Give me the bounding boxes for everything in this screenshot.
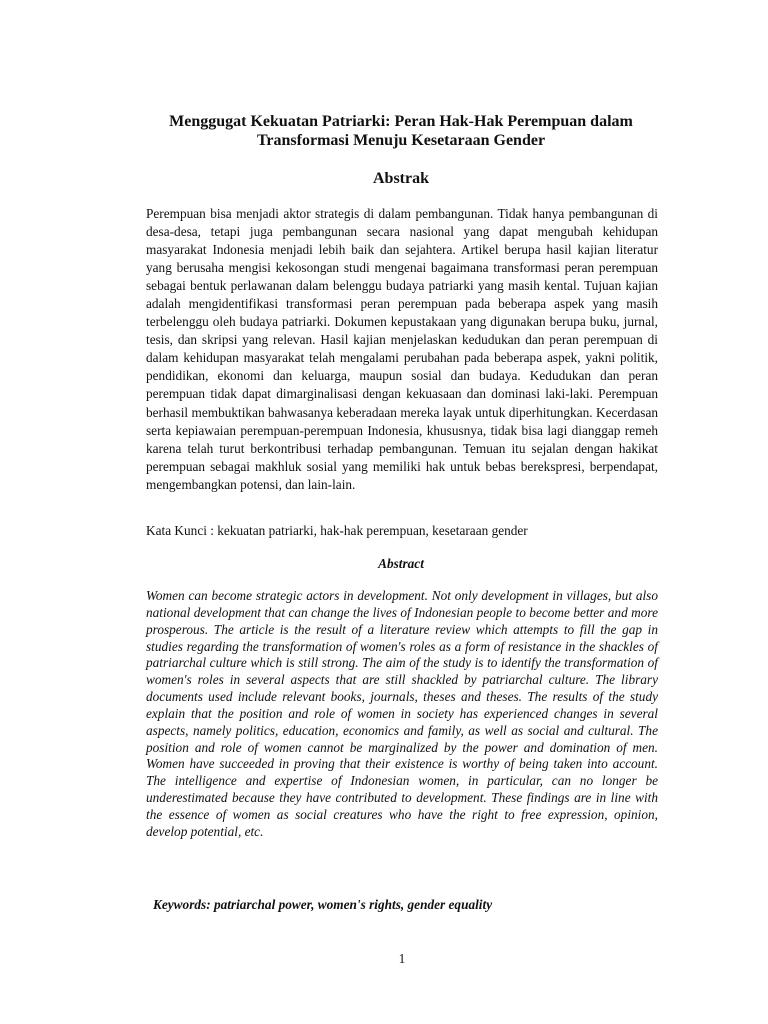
- abstrak-paragraph: Perempuan bisa menjadi aktor strategis di dalam pembangunan. Tidak hanya pembangunan di desa-desa, tetapi juga pembangunan secara nasional yang dapat mengubah kehidupan masyarakat Indonesia menjadi lebih baik dan sejahtera. Artikel berupa hasil kajian literatur yang berusaha mengisi kekosongan studi mengenai bagaimana transformasi peran perempuan sebagai bentuk perlawanan dalam belenggu budaya patriarki yang masih kental. Tujuan kajian adalah mengidentifikasi transformasi peran perempuan pada beberapa aspek yang masih terbelenggu oleh budaya patriarki. Dokumen kepustakaan yang digunakan berupa buku, jurnal, tesis, dan skripsi yang relevan. Hasil kajian menjelaskan kedudukan dan peran perempuan di dalam kehidupan masyarakat telah mengalami perubahan pada beberapa aspek, yakni politik, pendidikan, ekonomi dan keluarga, maupun sosial dan budaya. Kedudukan dan peran perempuan tidak dapat dimarginalisasi dengan kekuasaan dan dominasi laki-laki. Perempuan berhasil membuktikan bahwasanya keberadaan mereka layak untuk diperhitungkan. Kecerdasan serta kepiawaian perempuan-perempuan Indonesia, khususnya, tidak bisa lagi dianggap remeh karena telah turut berkontribusi terhadap pembangunan. Temuan itu sejalan dengan hakikat perempuan sebagai makhluk sosial yang memiliki hak untuk bebas berekspresi, berpendapat, mengembangkan potensi, dan lain-lain.: [146, 206, 658, 492]
- abstract-heading: Abstract: [378, 556, 424, 571]
- abstract-paragraph: Women can become strategic actors in development. Not only development in villages, but also national development that can change the lives of Indonesian people to become better and more prosperous. The article is the result of a literature review which attempts to fill the gap in studies regarding the transformation of women's roles as a form of resistance in the shackles of patriarchal culture which is still strong. The aim of the study is to identify the transformation of women's roles in several aspects that are still shackled by patriarchal culture. The library documents used include relevant books, journals, theses and theses. The results of the study explain that the position and role of women in society has experienced changes in several aspects, namely politics, education, economics and family, as well as social and cultural. The position and role of women cannot be marginalized by the power and domination of men. Women have succeeded in proving that their existence is worthy of being taken into account. The intelligence and expertise of Indonesian women, in particular, can no longer be underestimated because they have contributed to development. These findings are in line with the essence of women as social creatures who have the right to free expression, opinion, develop potential, etc.: [146, 588, 658, 839]
- paper-title-line-1: Menggugat Kekuatan Patriarki: Peran Hak-Hak Perempuan dalam: [169, 113, 633, 130]
- paper-title: [120, 112, 682, 150]
- keywords: Keywords: patriarchal power, women's rights, gender equality: [153, 897, 493, 912]
- kata-kunci: Kata Kunci : kekuatan patriarki, hak-hak perempuan, kesetaraan gender: [146, 523, 528, 538]
- page-number: 1: [398, 951, 406, 966]
- abstrak-heading: Abstrak: [372, 170, 429, 187]
- paper-title-line-2: Transformasi Menuju Kesetaraan Gender: [256, 132, 546, 149]
